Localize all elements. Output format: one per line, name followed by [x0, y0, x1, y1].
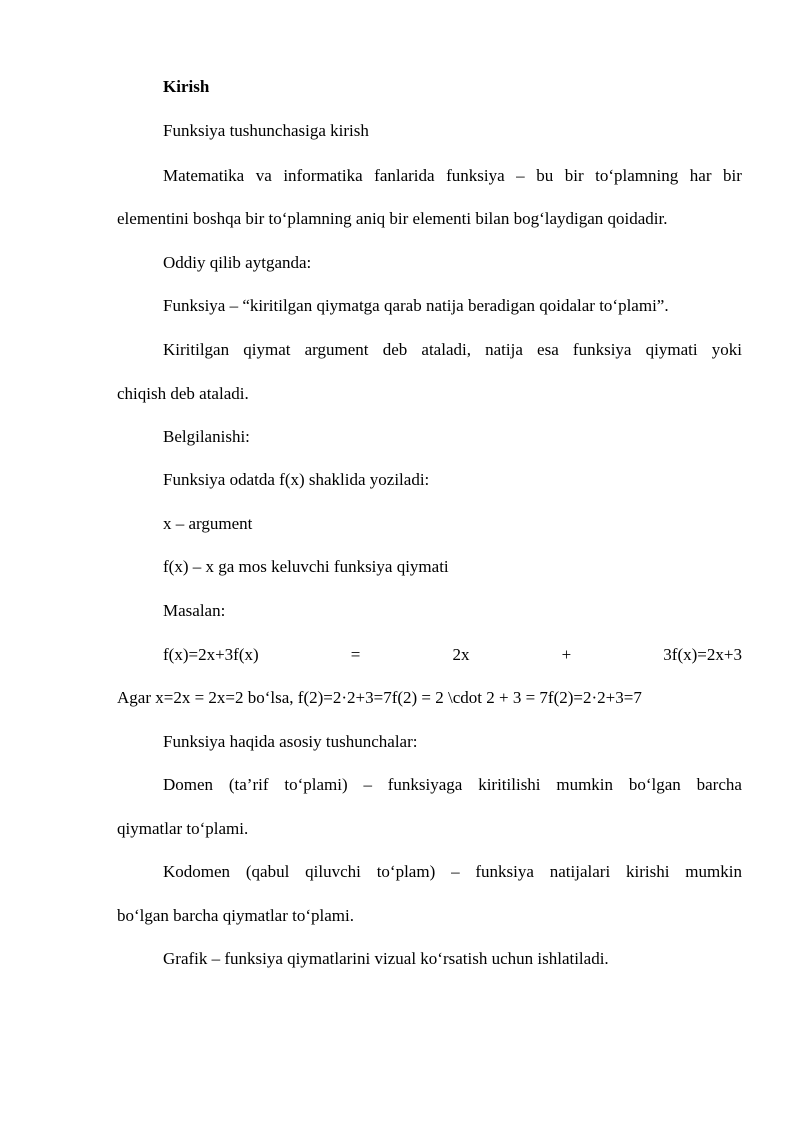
paragraph-2-line-1 — [163, 340, 742, 360]
word: to‘plami) — [284, 775, 348, 794]
word: – — [451, 862, 460, 881]
word: – — [363, 775, 372, 794]
word: 2x — [452, 645, 470, 664]
codomain-line-1 — [163, 862, 742, 882]
word: funksiya — [475, 862, 534, 881]
word: f(x)=2x+3f(x) — [163, 645, 259, 664]
word: funksiya — [446, 166, 505, 185]
word: barcha — [696, 775, 742, 794]
domain-line-1 — [163, 775, 742, 795]
domain-line-2: qiymatlar to‘plami. — [117, 819, 249, 838]
word: Kiritilgan — [163, 340, 230, 359]
word: bir — [564, 166, 584, 185]
word: to‘plam) — [376, 862, 436, 881]
word: = — [350, 645, 361, 664]
section-heading: Kirish — [163, 77, 210, 96]
concepts-label: Funksiya haqida asosiy tushunchalar: — [163, 732, 418, 751]
example-calculation: Agar x=2x = 2x=2 bo‘lsa, f(2)=2·2+3=7f(2) = 2 \cdot 2 + 3 = 7f(2)=2·2+3=7 — [117, 688, 642, 707]
word: natija — [485, 340, 523, 359]
word: qiymat — [243, 340, 291, 359]
word: ataladi, — [421, 340, 471, 359]
word: deb — [382, 340, 408, 359]
codomain-line-2: bo‘lgan barcha qiymatlar to‘plami. — [117, 906, 354, 925]
word: mumkin — [556, 775, 614, 794]
word: fanlarida — [374, 166, 435, 185]
example-label: Masalan: — [163, 601, 226, 620]
word: kirishi — [626, 862, 670, 881]
word: mumkin — [685, 862, 742, 881]
word: bu — [536, 166, 554, 185]
word: Matematika — [163, 166, 245, 185]
word: (ta’rif — [228, 775, 269, 794]
word: natijalari — [549, 862, 611, 881]
word: argument — [304, 340, 369, 359]
paragraph-2-line-2: chiqish deb ataladi. — [117, 384, 249, 403]
word: va — [255, 166, 272, 185]
word: har — [689, 166, 712, 185]
word: Domen — [163, 775, 214, 794]
simple-intro: Oddiy qilib aytganda: — [163, 253, 312, 272]
word: qiluvchi — [305, 862, 361, 881]
word: bir — [723, 166, 742, 185]
definition: Funksiya – “kiritilgan qiymatga qarab natija beradigan qoidalar to‘plami”. — [163, 296, 669, 315]
word: (qabul — [245, 862, 290, 881]
word: Kodomen — [163, 862, 231, 881]
notation-label: Belgilanishi: — [163, 427, 250, 446]
word: yoki — [711, 340, 742, 359]
word: informatika — [283, 166, 363, 185]
example-formula — [163, 645, 742, 665]
word: 3f(x)=2x+3 — [663, 645, 742, 664]
word: kiritilishi — [478, 775, 541, 794]
subheading: Funksiya tushunchasiga kirish — [163, 121, 369, 140]
paragraph-1-line-1 — [163, 166, 742, 186]
word: + — [561, 645, 572, 664]
word: bo‘lgan — [628, 775, 681, 794]
argument-definition: x – argument — [163, 514, 253, 533]
paragraph-1-line-2: elementini boshqa bir to‘plamning aniq bir elementi bilan bog‘laydigan qoidadir. — [117, 209, 668, 228]
word: esa — [537, 340, 559, 359]
notation-text: Funksiya odatda f(x) shaklida yoziladi: — [163, 470, 430, 489]
word: – — [516, 166, 525, 185]
graph-definition: Grafik – funksiya qiymatlarini vizual ko‘rsatish uchun ishlatiladi. — [163, 949, 609, 968]
word: funksiyaga — [387, 775, 463, 794]
word: to‘plamning — [595, 166, 679, 185]
function-value-definition: f(x) – x ga mos keluvchi funksiya qiymati — [163, 557, 449, 576]
word: qiymati — [645, 340, 698, 359]
word: funksiya — [572, 340, 632, 359]
